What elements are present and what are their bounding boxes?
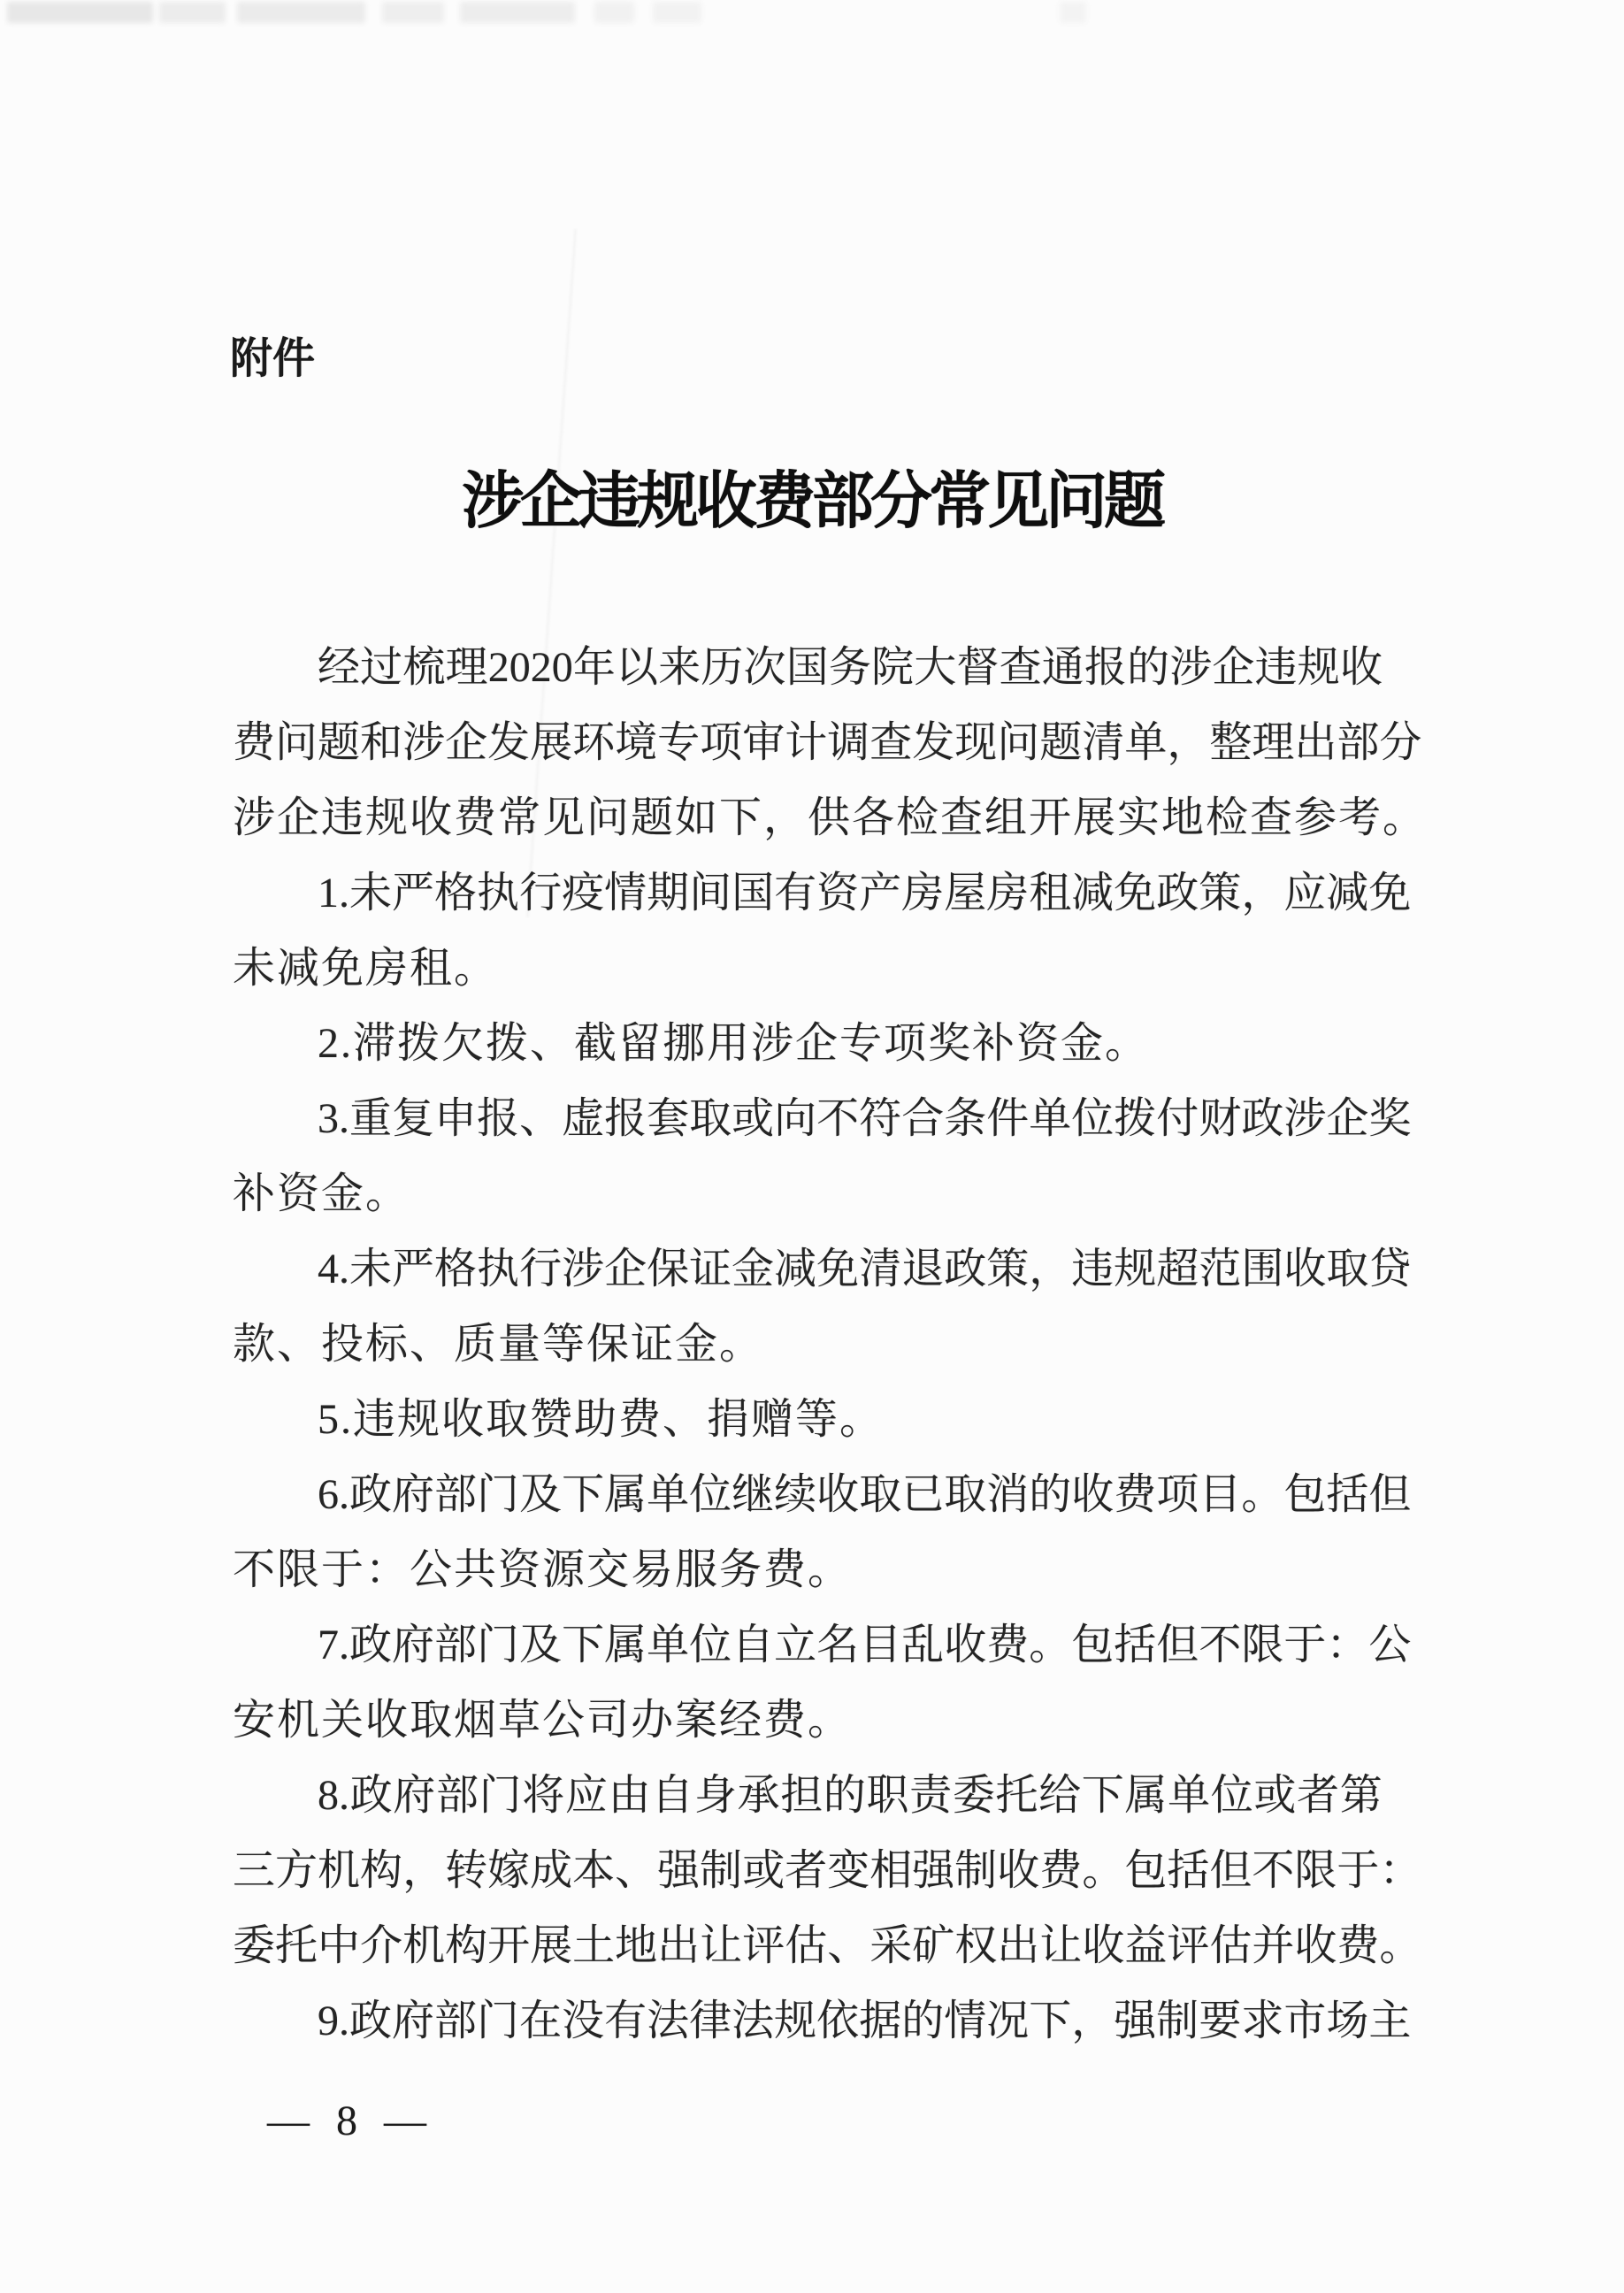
body-line: 9. 政 府 部 门 在 没 有 法 律 法 规 依 据 的 情 况 下 ， 强 制 要 求 市 场 主 xyxy=(318,1997,1412,2044)
scan-artifact xyxy=(237,2,365,23)
scan-artifact xyxy=(7,2,153,23)
body-line: 补资金。 xyxy=(233,1170,410,1217)
body-line: 5.违规收取赞助费、捐赠等。 xyxy=(318,1396,885,1443)
body-line: 不限于：公共资源交易服务费。 xyxy=(233,1546,853,1593)
body-line: 费 问 题 和 涉 企 发 展 环 境 专 项 审 计 调 查 发 现 问 题 清 单 ， 整 理 出 部 分 xyxy=(233,718,1422,766)
body-line: 3. 重 复 申 报 、 虚 报 套 取 或 向 不 符 合 条 件 单 位 拨 付 财 政 涉 企 奖 xyxy=(318,1094,1412,1142)
scan-artifact xyxy=(159,2,226,23)
document-title: 涉企违规收费部分常见问题 xyxy=(462,468,1162,536)
body-line: 1. 未 严 格 执 行 疫 情 期 间 国 有 资 产 房 屋 房 租 减 免 政 策 ， 应 减 免 xyxy=(318,869,1412,916)
body-line: 款、投标、质量等保证金。 xyxy=(233,1321,764,1368)
body-line: 4. 未 严 格 执 行 涉 企 保 证 金 减 免 清 退 政 策 ， 违 规 超 范 围 收 取 贷 xyxy=(318,1245,1412,1292)
scan-artifact xyxy=(653,2,701,23)
body-line: 7. 政 府 部 门 及 下 属 单 位 自 立 名 目 乱 收 费 。 包 括 但 不 限 于 ： 公 xyxy=(318,1621,1412,1668)
body-line: 安机关收取烟草公司办案经费。 xyxy=(233,1697,853,1744)
body-line: 6. 政 府 部 门 及 下 属 单 位 继 续 收 取 已 取 消 的 收 费 项 目 。 包 括 但 xyxy=(318,1470,1412,1518)
scan-artifact xyxy=(594,2,634,23)
body-line: 8. 政 府 部 门 将 应 由 自 身 承 担 的 职 责 委 托 给 下 属 单 位 或 者 第 xyxy=(318,1771,1383,1819)
scan-artifact xyxy=(1060,2,1086,23)
body-line: 委 托 中 介 机 构 开 展 土 地 出 让 评 估 、 采 矿 权 出 让 收 益 评 估 并 收 费 。 xyxy=(233,1921,1422,1969)
body-line: 三 方 机 构 ， 转 嫁 成 本 、 强 制 或 者 变 相 强 制 收 费 。 包 括 但 不 限 于 ： xyxy=(233,1846,1422,1894)
body-line: 经 过 梳 理 2020 年 以 来 历 次 国 务 院 大 督 查 通 报 的 涉 企 违 规 收 xyxy=(318,643,1383,691)
body-line: 未减免房租。 xyxy=(233,945,499,992)
scan-artifact xyxy=(382,2,444,23)
attachment-label: 附件 xyxy=(230,335,316,382)
body-line: 涉企违规收费常见问题如下，供各检查组开展实地检查参考。 xyxy=(233,794,1428,841)
scan-artifact xyxy=(460,2,575,23)
document-body xyxy=(233,630,1428,2059)
page-number: — 8 — xyxy=(267,2097,428,2144)
body-line: 2.滞拨欠拨、截留挪用涉企专项奖补资金。 xyxy=(318,1020,1150,1067)
